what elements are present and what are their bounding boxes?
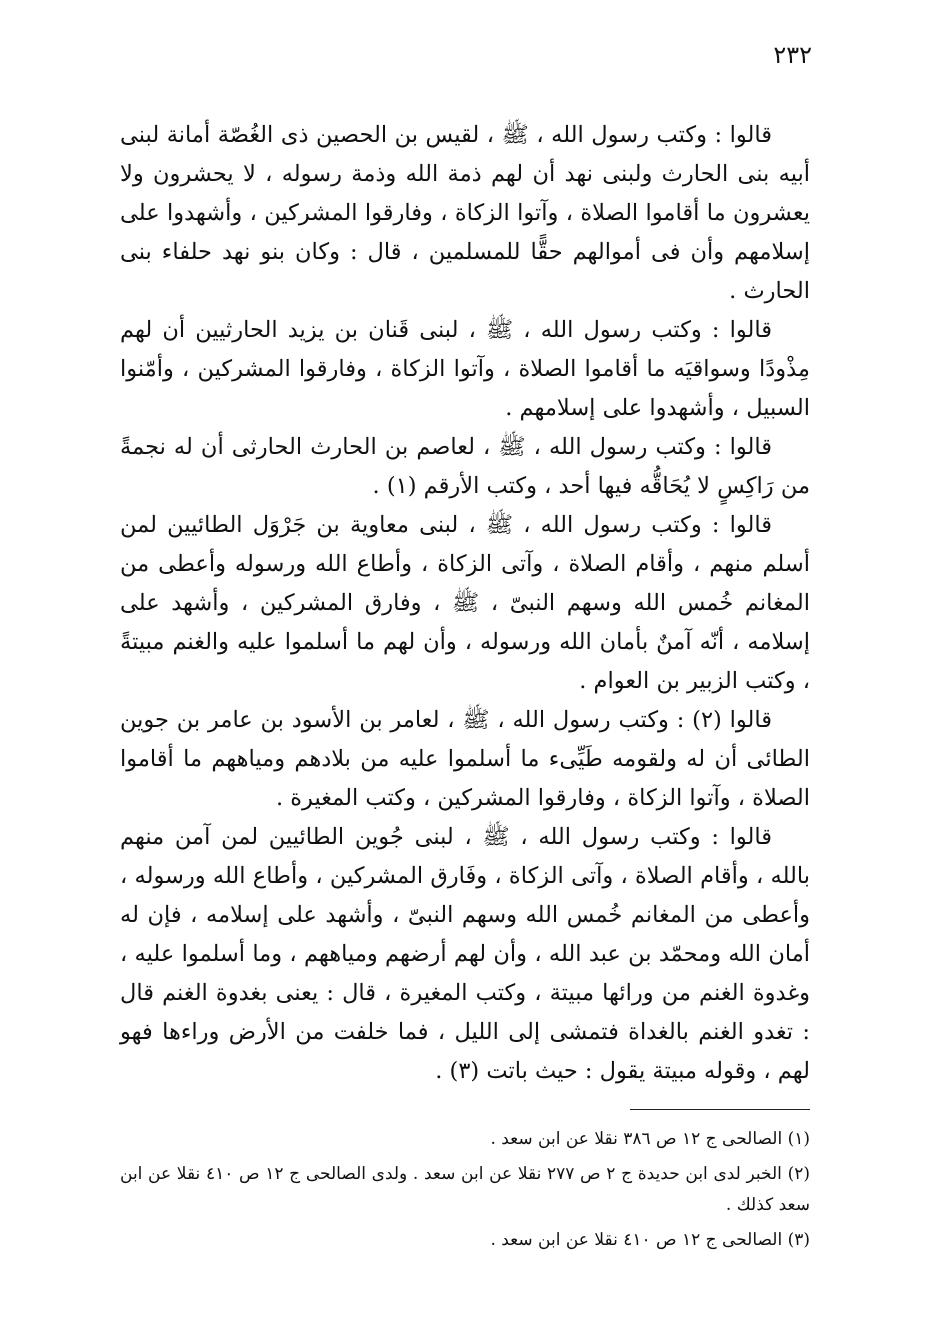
paragraph: قالوا : وكتب رسول الله ، ﷺ ، لعاصم بن الحارث الحارثى أن له نجمةً من رَاكِسٍ لا يُحَاقُّه فيها أحد ، وكتب الأرقم (١) . [120, 434, 810, 499]
footnote: (٢) الخبر لدى ابن حديدة ج ٢ ص ٢٧٧ نقلا عن ابن سعد . ولدى الصالحى ج ١٢ ص ٤١٠ نقلا عن ابن سعد كذلك . [120, 1164, 810, 1215]
footnote: (٣) الصالحى ج ١٢ ص ٤١٠ نقلا عن ابن سعد . [490, 1230, 810, 1250]
page-number: ٢٣٢ [773, 41, 812, 69]
footnote-divider [630, 1109, 810, 1110]
paragraph: قالوا : وكتب رسول الله ، ﷺ ، لبنى قَنان بن يزيد الحارثيين أن لهم مِذْودًا وسواقيَه ما أقاموا الصلاة ، وآتوا الزكاة ، وفارقوا المشركين ، وأمّنوا السبيل ، وأشهدوا على إسلامهم . [120, 317, 810, 421]
paragraph: قالوا : وكتب رسول الله ، ﷺ ، لبنى جُوين الطائيين لمن آمن منهم بالله ، وأقام الصلاة ، وآتى الزكاة ، وفَارق المشركين ، وأطاع الله ورسوله ، وأعطى من المغانم خُمس الله وسهم النبىّ ، وأشهد على إسلامه ، فإن له أمان الله ومحمّد بن عبد الله ، وأن لهم أرضهم ومياههم ، وما أسلموا عليه ، وغدوة الغنم من ورائها مبيتة ، وكتب المغيرة ، قال : يعنى بغدوة الغنم قال : تغدو الغنم بالغداة فتمشى إلى الليل ، فما خلفت من الأرض وراءها فهو لهم ، وقوله مبيتة يقول : حيث باتت (٣) . [120, 824, 810, 1084]
paragraph: قالوا : وكتب رسول الله ، ﷺ ، لقيس بن الحصين ذى الغُصّة أمانة لبنى أبيه بنى الحارث ولبنى نهد أن لهم ذمة الله وذمة رسوله ، لا يحشرون ولا يعشرون ما أقاموا الصلاة ، وآتوا الزكاة ، وفارقوا المشركين ، وأشهدوا على إسلامهم وأن فى أموالهم حقًّا للمسلمين ، قال : وكان بنو نهد حلفاء بنى الحارث . [120, 122, 810, 304]
footnote: (١) الصالحى ج ١٢ ص ٣٨٦ نقلا عن ابن سعد . [490, 1129, 810, 1149]
paragraph: قالوا : وكتب رسول الله ، ﷺ ، لبنى معاوية بن جَرْوَل الطائيين لمن أسلم منهم ، وأقام الصلاة ، وآتى الزكاة ، وأطاع الله ورسوله وأعطى من المغانم خُمس الله وسهم النبىّ ، ﷺ ، وفارق المشركين ، وأشهد على إسلامه ، أنّه آمنٌ بأمان الله ورسوله ، وأن لهم ما أسلموا عليه والغنم مبيتةً ، وكتب الزبير بن العوام . [120, 512, 810, 694]
footnotes [120, 1124, 810, 1260]
paragraph: قالوا (٢) : وكتب رسول الله ، ﷺ ، لعامر بن الأسود بن عامر بن جوين الطائى أن له ولقومه طَيِّىء ما أسلموا عليه من بلادهم ومياههم ما أقاموا الصلاة ، وآتوا الزكاة ، وفارقوا المشركين ، وكتب المغيرة . [120, 707, 810, 811]
main-text [120, 116, 810, 1091]
